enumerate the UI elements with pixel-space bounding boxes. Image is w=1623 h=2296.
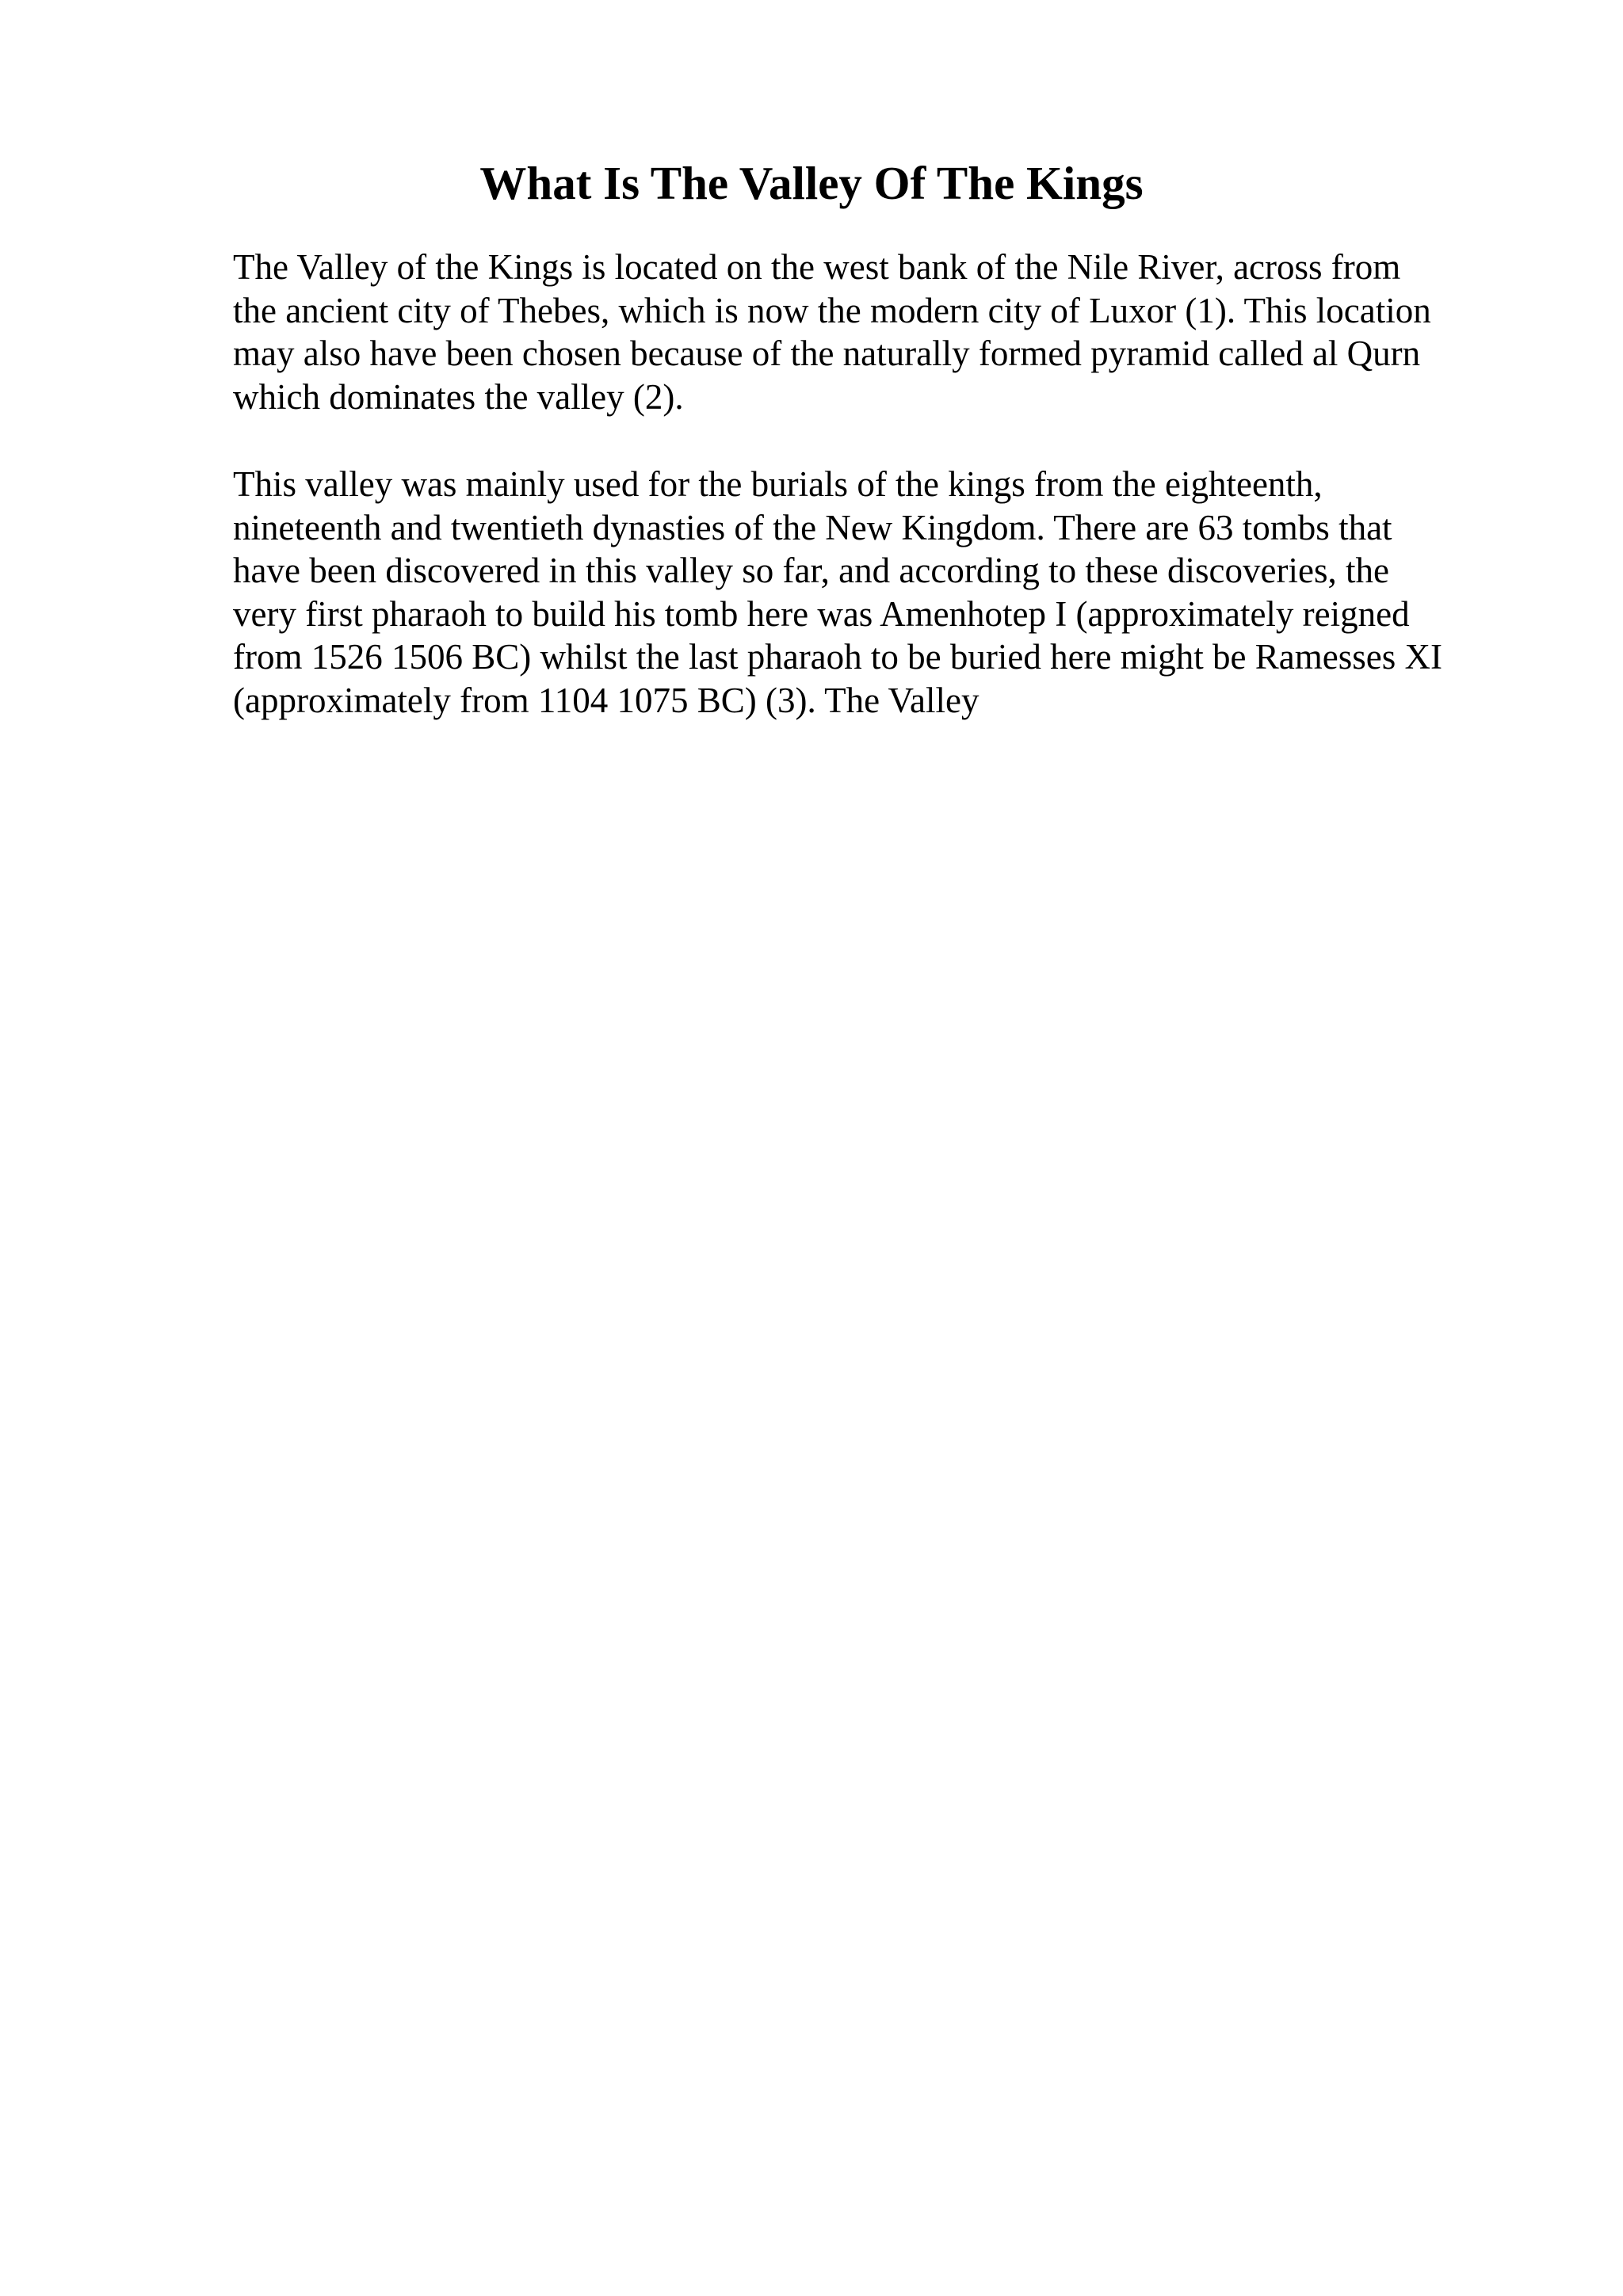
text-line: nineteenth and twentieth dynasties of the New Kingdom. There are 63 tombs that bbox=[233, 507, 1392, 547]
text-line: from 1526 1506 BC) whilst the last pharaoh to be buried here might be Ramesses XI bbox=[233, 637, 1442, 677]
text-line: This valley was mainly used for the burials of the kings from the eighteenth, bbox=[233, 464, 1323, 504]
text-line: which dominates the valley (2). bbox=[233, 376, 684, 417]
text-line: may also have been chosen because of the naturally formed pyramid called al Qurn bbox=[233, 334, 1421, 373]
text-line: very first pharaoh to build his tomb here was Amenhotep I (approximately reigned bbox=[233, 593, 1410, 634]
body-text bbox=[233, 246, 1517, 722]
text-line: The Valley of the Kings is located on the west bank of the Nile River, across from bbox=[233, 247, 1401, 287]
paragraph-1 bbox=[233, 246, 1517, 418]
text-line: have been discovered in this valley so far, and according to these discoveries, the bbox=[233, 551, 1389, 590]
text-line: the ancient city of Thebes, which is now the modern city of Luxor (1). This location bbox=[233, 290, 1431, 330]
text-line: (approximately from 1104 1075 BC) (3). The Valley bbox=[233, 680, 980, 720]
paragraph-2 bbox=[233, 463, 1517, 722]
page-title: What Is The Valley Of The Kings bbox=[479, 157, 1144, 209]
